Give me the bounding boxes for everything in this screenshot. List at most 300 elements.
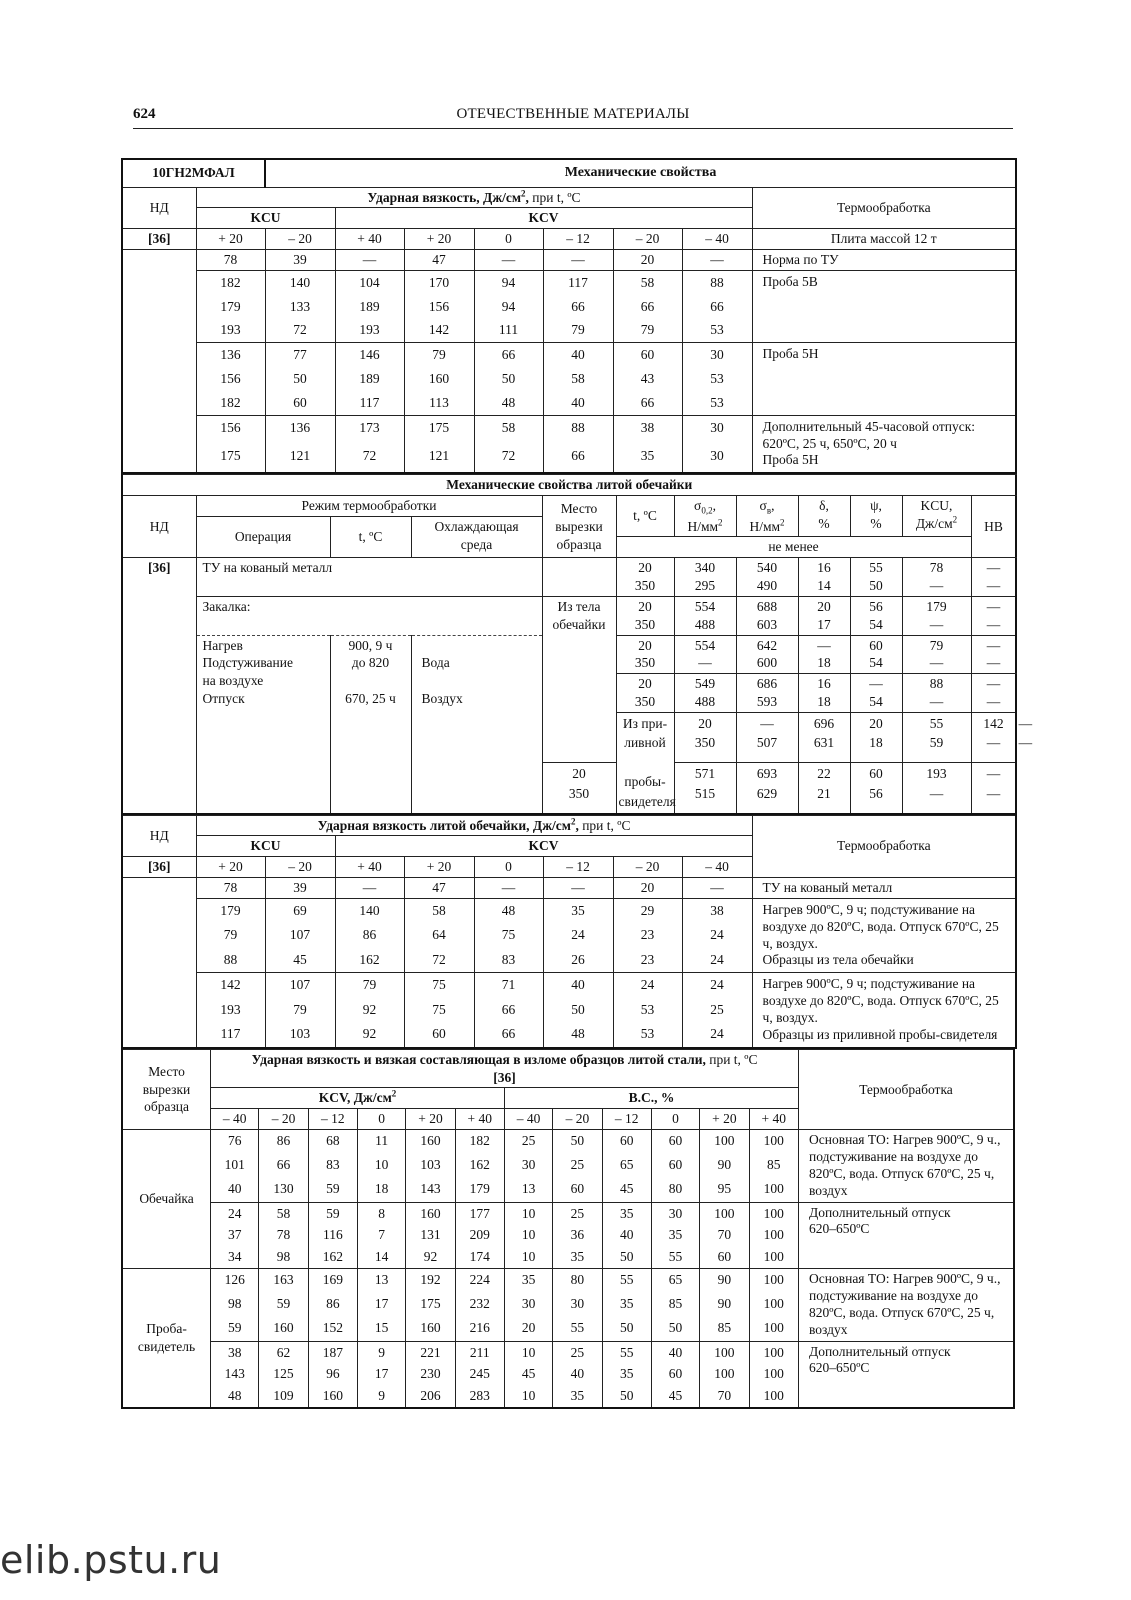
cell: 121 (404, 444, 474, 473)
cell: 169 (308, 1269, 357, 1293)
bc-header: В.С., % (504, 1088, 798, 1109)
cell: 104 (335, 270, 404, 294)
temp-header: – 20 (553, 1109, 602, 1130)
table-row (122, 1202, 1014, 1224)
table-row (122, 1341, 1014, 1363)
cell: 75 (474, 923, 543, 947)
cell: 179 (455, 1178, 504, 1202)
cell: 72 (474, 444, 543, 473)
cell: 15 (358, 1317, 406, 1341)
cell: 193 (196, 318, 265, 342)
temp-header: + 20 (404, 857, 474, 878)
cell: 126 (211, 1269, 259, 1293)
cell: 179 (196, 295, 265, 319)
cell: 224 (455, 1269, 504, 1293)
cell: 65 (602, 1154, 651, 1178)
cell: 29 (613, 898, 682, 923)
cell: — (335, 878, 404, 899)
temp-header: + 20 (196, 229, 265, 250)
norm-label: Норма по ТУ (752, 249, 1016, 270)
op-t-header: t, ºС (330, 516, 411, 557)
table-row (122, 1269, 1014, 1293)
cell: 173 (335, 415, 404, 444)
cell: 40 (543, 391, 613, 415)
cell: 103 (406, 1154, 455, 1178)
sample-place: Обечайка (122, 1130, 211, 1269)
cell: 78 (196, 249, 265, 270)
cell: 58 (543, 367, 613, 391)
cell: 100 (749, 1224, 798, 1246)
cell: 55 (553, 1317, 602, 1341)
cell: 163 (259, 1269, 308, 1293)
cell: 554 — (674, 635, 736, 674)
temp-header: + 20 (196, 857, 265, 878)
cell: 174 (455, 1246, 504, 1268)
cell: 156 (196, 415, 265, 444)
cell: 71 (474, 973, 543, 998)
page-header (133, 106, 1013, 129)
cast-shell-impact-table (121, 815, 1017, 1049)
cell: 11 (358, 1130, 406, 1154)
cell: 100 (749, 1269, 798, 1293)
cell: — 18 (798, 635, 850, 674)
cell: 79 (196, 923, 265, 947)
cell: 24 (211, 1202, 259, 1224)
cell: 20 17 (798, 596, 850, 635)
cell: 230 (406, 1363, 455, 1385)
cell: 160 (259, 1317, 308, 1341)
cell: — — (971, 558, 1016, 597)
cell: 30 (504, 1293, 552, 1317)
cell: 98 (211, 1293, 259, 1317)
cell: 58 (613, 270, 682, 294)
cell: 60 (602, 1130, 651, 1154)
operations-list: Нагрев Подстуживание на воздухе Отпуск (196, 635, 330, 814)
cell: 60 (700, 1246, 749, 1268)
cell: 64 (404, 923, 474, 947)
cell: 20 350 (616, 635, 674, 674)
cell: 22 21 (798, 763, 850, 814)
cell: 20 (613, 878, 682, 899)
cell: 25 (553, 1154, 602, 1178)
cell: 152 (308, 1317, 357, 1341)
yield-strength-header: $\sigma_{0,2}$, $Н/мм^2$ (674, 496, 736, 537)
cell: 156 (404, 295, 474, 319)
cell: 35 (553, 1385, 602, 1408)
cell: 100 (749, 1341, 798, 1363)
not-less-label: не менее (616, 537, 971, 558)
cell: — — (971, 674, 1016, 713)
cell: 37 (211, 1224, 259, 1246)
cell: 35 (651, 1224, 699, 1246)
cell: 24 (682, 923, 752, 947)
temp-header: + 20 (700, 1109, 749, 1130)
heat-treatment-header: Термообработка (752, 187, 1016, 229)
cell: 40 (602, 1224, 651, 1246)
cell: 100 (749, 1385, 798, 1408)
cell: 45 (602, 1178, 651, 1202)
cell: 121 (265, 444, 335, 473)
cell: — (474, 249, 543, 270)
cell: 79 (543, 318, 613, 342)
cell: 221 (406, 1341, 455, 1363)
cell: 175 (404, 415, 474, 444)
cell: 8 (358, 1202, 406, 1224)
cell: 88 (543, 415, 613, 444)
cell: 571 515 (674, 763, 736, 814)
cell: 133 (265, 295, 335, 319)
cell: 686 593 (736, 674, 798, 713)
data-table-frame (121, 158, 1033, 1409)
cast-steel-impact-bc-table (121, 1049, 1015, 1409)
cell: 100 (700, 1202, 749, 1224)
cell: — 507 (736, 712, 798, 762)
cell: 66 (543, 295, 613, 319)
temp-header: – 20 (265, 229, 335, 250)
temp-header: 0 (358, 1109, 406, 1130)
cell: 100 (749, 1202, 798, 1224)
cell: 107 (265, 923, 335, 947)
cell: 20 18 (850, 712, 902, 762)
cell: 72 (404, 948, 474, 973)
kcv-header: KCV (335, 836, 752, 857)
cell: 50 (553, 1130, 602, 1154)
temp-header: – 12 (543, 229, 613, 250)
cell: 283 (455, 1385, 504, 1408)
cell: 30 (504, 1154, 552, 1178)
tensile-strength-header: $\sigma_в$, $Н/мм^2$ (736, 496, 798, 537)
cell: 175 (196, 444, 265, 473)
cell: 26 (543, 948, 613, 973)
cell: 86 (259, 1130, 308, 1154)
cell: — — (971, 635, 1016, 674)
cell: 642 600 (736, 635, 798, 674)
cell: 20 (504, 1317, 552, 1341)
ref-36: [36] (122, 558, 196, 814)
cell: 193 (335, 318, 404, 342)
heat-treatment-label: Дополнительный отпуск 620–650ºС (799, 1341, 1015, 1408)
cell: 13 (358, 1269, 406, 1293)
place-body: Из тела обечайки (542, 596, 616, 762)
temp-header: – 12 (308, 1109, 357, 1130)
heat-treatment-label: Проба 5Н (752, 343, 1016, 415)
running-title: ОТЕЧЕСТВЕННЫЕ МАТЕРИАЛЫ (456, 106, 690, 122)
page-number: 624 (133, 106, 156, 122)
cell: 48 (474, 391, 543, 415)
cell: 30 (682, 343, 752, 367)
cell: 68 (308, 1130, 357, 1154)
cell: 17 (358, 1363, 406, 1385)
cell: 25 (553, 1341, 602, 1363)
temp-header: – 40 (211, 1109, 259, 1130)
cell: 66 (613, 295, 682, 319)
cell: 62 (259, 1341, 308, 1363)
nd-empty (122, 249, 196, 473)
cell: 83 (474, 948, 543, 973)
cell: 107 (265, 973, 335, 998)
cell: 13 (504, 1178, 552, 1202)
cell: 59 (308, 1178, 357, 1202)
cell: 66 (474, 998, 543, 1022)
cell: 86 (335, 923, 404, 947)
cell: 79 (265, 998, 335, 1022)
cell: 340 295 (674, 558, 736, 597)
s4-title: Ударная вязкость и вязкая составляющая в изломе образцов литой стали, при t, ºC [36] (211, 1049, 799, 1088)
cell: 78 — (902, 558, 971, 597)
cell: 101 (211, 1154, 259, 1178)
cell: 45 (504, 1363, 552, 1385)
cell: 554 488 (674, 596, 736, 635)
temp-header: – 20 (265, 857, 335, 878)
cell: 100 (700, 1363, 749, 1385)
cell: 48 (543, 1022, 613, 1048)
cell: 66 (613, 391, 682, 415)
cell: 80 (553, 1269, 602, 1293)
cell: 55 (651, 1246, 699, 1268)
cell: 94 (474, 295, 543, 319)
kcu-header: KCU, $Дж/см^2$ (902, 496, 971, 537)
cell: 90 (700, 1269, 749, 1293)
elongation-header: δ, % (798, 496, 850, 537)
cell: 34 (211, 1246, 259, 1268)
cell: 211 (455, 1341, 504, 1363)
cell: 60 (404, 1022, 474, 1048)
cell: 100 (749, 1130, 798, 1154)
kcu-header: KCU (196, 836, 335, 857)
cell: 160 (406, 1202, 455, 1224)
cell: 14 (358, 1246, 406, 1268)
cell: 76 (211, 1130, 259, 1154)
cell: 20 (613, 249, 682, 270)
empty-cell (542, 558, 616, 597)
cell: 59 (308, 1202, 357, 1224)
cell: 79 (613, 318, 682, 342)
cell: 50 (602, 1385, 651, 1408)
cell: 130 (259, 1178, 308, 1202)
cell: 35 (602, 1363, 651, 1385)
cell: 83 (308, 1154, 357, 1178)
cell: 98 (259, 1246, 308, 1268)
cell: 125 (259, 1363, 308, 1385)
cell: 75 (404, 998, 474, 1022)
cell: 35 (504, 1269, 552, 1293)
cell: 80 (651, 1178, 699, 1202)
cell: 30 (682, 444, 752, 473)
cell: 36 (553, 1224, 602, 1246)
cooling-header: Охлаждающая среда (411, 516, 542, 557)
heat-treatment-label: Нагрев 900ºС, 9 ч; подстуживание на воздухе до 820ºС, вода. Отпуск 670ºС, 25 ч, воздух. Образцы из тела обечайки (752, 898, 1016, 973)
cell: 79 (335, 973, 404, 998)
s1-title: Ударная вязкость, $Дж/см^2$, при t, ºC (196, 187, 752, 208)
nd-empty (122, 878, 196, 1048)
cell: 53 (682, 318, 752, 342)
cell: 146 (335, 343, 404, 367)
cell: 95 (700, 1178, 749, 1202)
norm-row (122, 878, 1016, 899)
cell: 60 (553, 1178, 602, 1202)
temp-header: – 40 (504, 1109, 552, 1130)
cell: 10 (504, 1246, 552, 1268)
operation-header: Операция (196, 516, 330, 557)
cell: 58 (404, 898, 474, 923)
ref-36: [36] (122, 857, 196, 878)
cell: 142 (404, 318, 474, 342)
t-header: t, ºС (616, 496, 674, 537)
cell: 16 14 (798, 558, 850, 597)
cell: 40 (651, 1341, 699, 1363)
cell: 10 (504, 1385, 552, 1408)
cell: — (682, 878, 752, 899)
regime-header: Режим термообработки (196, 496, 542, 517)
cell: 35 (553, 1246, 602, 1268)
cell: 100 (749, 1317, 798, 1341)
cell: 88 (682, 270, 752, 294)
temp-header: – 40 (682, 229, 752, 250)
heat-treatment-header: Термообработка (799, 1049, 1015, 1129)
cell: 40 (211, 1178, 259, 1202)
table-row (122, 270, 1016, 294)
cell: — (682, 249, 752, 270)
cell: 86 (308, 1293, 357, 1317)
cell: 48 (211, 1385, 259, 1408)
temp-header: – 12 (602, 1109, 651, 1130)
cell: 24 (682, 973, 752, 998)
cell: 58 (259, 1202, 308, 1224)
mech-props-title: Механические свойства (265, 159, 1016, 187)
cell: 111 (474, 318, 543, 342)
cell: 113 (404, 391, 474, 415)
cell: 55 (602, 1269, 651, 1293)
place-prib: Из при- ливной пробы- свидетеля (616, 712, 674, 813)
cell: 66 (259, 1154, 308, 1178)
cast-shell-props-table: Механические свойства литой обечайки НД Режим термообработки Место вырезки образца t, ºС $\sigma_{0,2}$, $Н/мм^2$ $\sigma_в$, $Н/мм^2$ δ, % ψ, % KCU, $Дж/см^2$ НВ Операция t, ºС Охлаждающая среда не менее [36] ТУ на кованый металл 20 350 340 295 540 490 16 14 55 50 78 — — — Закалка: Из тела обечайки 20 350 554 488 688 603 20 17 56 54 179 — — — Нагрев Подстуживание на воздухе Отпуск 900, 9 ч до 820 670, 25 ч Вода Воздух 20 350 554 — 642 600 — 18 60 54 79 — — — 20 350 549 488 686 593 16 18 — 54 88 — — — Из при- ливной пробы- свидетеля 20 350 — 507 696 631 20 18 55 59 142 — — — 20 350 571 515 693 629 22 21 60 56 193 — — — (121, 474, 1017, 814)
cell: 10 (358, 1154, 406, 1178)
cell: 162 (455, 1154, 504, 1178)
cell: 60 (265, 391, 335, 415)
table-row (122, 1130, 1014, 1154)
cell: 40 (543, 343, 613, 367)
cell: 24 (613, 973, 682, 998)
cell: 10 (504, 1224, 552, 1246)
cell: 53 (682, 391, 752, 415)
cell: 70 (700, 1224, 749, 1246)
temp-header: 0 (474, 229, 543, 250)
kcu-header: KCU (196, 208, 335, 229)
cell: 38 (211, 1341, 259, 1363)
zakalka-label: Закалка: (196, 596, 542, 635)
cell: 170 (404, 270, 474, 294)
cell: 92 (335, 998, 404, 1022)
tu-label: ТУ на кованый металл (196, 558, 542, 597)
cell: 60 56 (850, 763, 902, 814)
cell: 55 59 (902, 712, 971, 762)
cell: 179 (196, 898, 265, 923)
cell: 193 (196, 998, 265, 1022)
cell: 192 (406, 1269, 455, 1293)
cell: 216 (455, 1317, 504, 1341)
temp-header: – 20 (613, 857, 682, 878)
temp-header: – 20 (613, 229, 682, 250)
cell: 96 (308, 1363, 357, 1385)
cell: 7 (358, 1224, 406, 1246)
temp-header: 0 (651, 1109, 699, 1130)
cell: — (474, 878, 543, 899)
cell: 78 (259, 1224, 308, 1246)
temp-header: – 40 (682, 857, 752, 878)
cell: 189 (335, 295, 404, 319)
heat-treatment-label: Нагрев 900ºС, 9 ч; подстуживание на воздухе до 820ºС, вода. Отпуск 670ºС, 25 ч, воздух. Образцы из приливной пробы-свидетеля (752, 973, 1016, 1048)
cell: 50 (602, 1317, 651, 1341)
cell: 100 (749, 1363, 798, 1385)
nd-header: НД (122, 187, 196, 229)
cell: 540 490 (736, 558, 798, 597)
cell: 35 (602, 1202, 651, 1224)
cell: 24 (682, 948, 752, 973)
cell: 10 (504, 1202, 552, 1224)
cell: 60 54 (850, 635, 902, 674)
cell: 39 (265, 249, 335, 270)
norm-label: ТУ на кованый металл (752, 878, 1016, 899)
cell: 182 (196, 391, 265, 415)
cell: 189 (335, 367, 404, 391)
cell: 100 (749, 1178, 798, 1202)
cell: 43 (613, 367, 682, 391)
cell: 30 (651, 1202, 699, 1224)
cell: 136 (265, 415, 335, 444)
cell: — — (971, 763, 1016, 814)
cell: 88 — (902, 674, 971, 713)
cell: 117 (196, 1022, 265, 1048)
table-row (122, 973, 1016, 998)
cell: 100 (749, 1293, 798, 1317)
cell: 209 (455, 1224, 504, 1246)
cell: 17 (358, 1293, 406, 1317)
cell: 60 (651, 1363, 699, 1385)
cell: 85 (749, 1154, 798, 1178)
cell: 50 (651, 1317, 699, 1341)
cell: 47 (404, 249, 474, 270)
cell: 179 — (902, 596, 971, 635)
cell: 77 (265, 343, 335, 367)
heat-treatment-label: Проба 5В (752, 270, 1016, 342)
operations-temps: 900, 9 ч до 820 670, 25 ч (330, 635, 411, 814)
cell: 175 (406, 1293, 455, 1317)
cell: 70 (700, 1385, 749, 1408)
heat-treatment-header: Термообработка (752, 815, 1016, 877)
heat-treatment-label: Дополнительный отпуск 620–650ºС (799, 1202, 1015, 1268)
cell: 30 (553, 1293, 602, 1317)
cell: 245 (455, 1363, 504, 1385)
cell: 9 (358, 1385, 406, 1408)
cell: 47 (404, 878, 474, 899)
cell: 20 350 (616, 558, 674, 597)
cell: 53 (613, 1022, 682, 1048)
cell: 39 (265, 878, 335, 899)
cell: 78 (196, 878, 265, 899)
cell: 160 (404, 367, 474, 391)
ref-36: [36] (122, 229, 196, 250)
table-row (122, 898, 1016, 923)
cell: 60 (651, 1130, 699, 1154)
cell: 160 (308, 1385, 357, 1408)
cell: 79 — (902, 635, 971, 674)
cell: 58 (474, 415, 543, 444)
cell: 90 (700, 1154, 749, 1178)
cell: 45 (265, 948, 335, 973)
cell: — 54 (850, 674, 902, 713)
cell: 92 (406, 1246, 455, 1268)
cell: 160 (406, 1130, 455, 1154)
